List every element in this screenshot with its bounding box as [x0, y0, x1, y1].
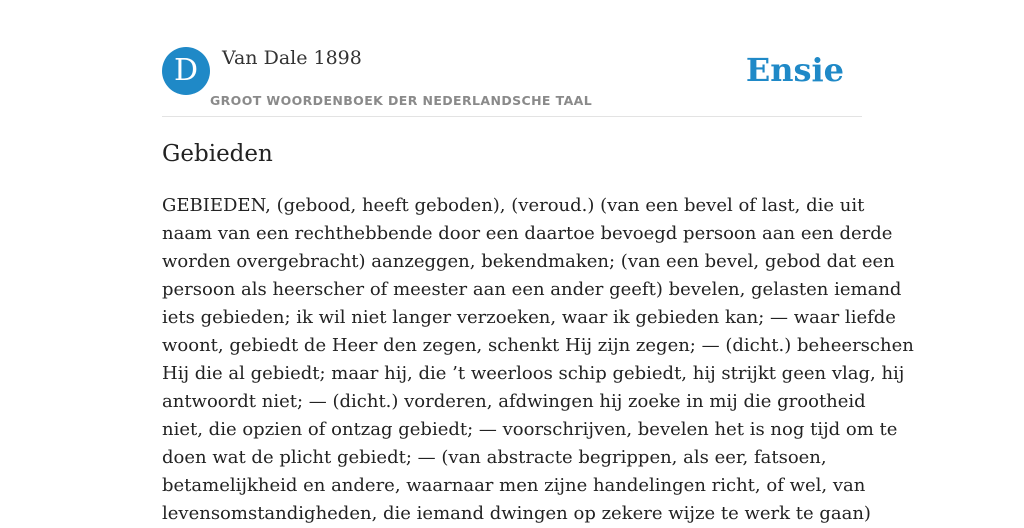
definition-line: Hij die al gebiedt; maar hij, die ’t weerloos schip gebiedt, hij strijkt geen vlag, hij: [162, 363, 905, 384]
dictionary-header: [162, 46, 862, 117]
entry-definition: [162, 192, 914, 528]
definition-line: betamelijkheid en andere, waarnaar men zijne handelingen richt, of wel, van: [162, 475, 866, 496]
definition-line: GEBIEDEN, (gebood, heeft geboden), (veroud.) (van een bevel of last, die uit: [162, 195, 865, 216]
definition-line: woont, gebiedt de Heer den zegen, schenkt Hij zijn zegen; — (dicht.) beheerschen: [162, 335, 914, 356]
definition-line: persoon als heerscher of meester aan een ander geeft) bevelen, gelasten iemand: [162, 279, 902, 300]
dictionary-logo-icon[interactable]: D: [162, 47, 210, 95]
definition-line: niet, die opzien of ontzag gebiedt; — voorschrijven, bevelen het is nog tijd om te: [162, 419, 898, 440]
brand-logo[interactable]: Ensie: [745, 51, 844, 89]
definition-line: antwoordt niet; — (dicht.) vorderen, afdwingen hij zoeke in mij die grootheid: [162, 391, 866, 412]
entry-title: Gebieden: [162, 141, 273, 167]
definition-line: naam van een rechthebbende door een daartoe bevoegd persoon aan een derde: [162, 223, 893, 244]
dictionary-title[interactable]: Van Dale 1898: [222, 47, 362, 69]
definition-line: levensomstandigheden, die iemand dwingen op zekere wijze te werk te gaan): [162, 503, 871, 524]
dictionary-subtitle: GROOT WOORDENBOEK DER NEDERLANDSCHE TAAL: [210, 93, 593, 108]
definition-line: doen wat de plicht gebiedt; — (van abstracte begrippen, als eer, fatsoen,: [162, 447, 827, 468]
definition-line: iets gebieden; ik wil niet langer verzoeken, waar ik gebieden kan; — waar liefde: [162, 307, 896, 328]
definition-line: worden overgebracht) aanzeggen, bekendmaken; (van een bevel, gebod dat een: [162, 251, 895, 272]
